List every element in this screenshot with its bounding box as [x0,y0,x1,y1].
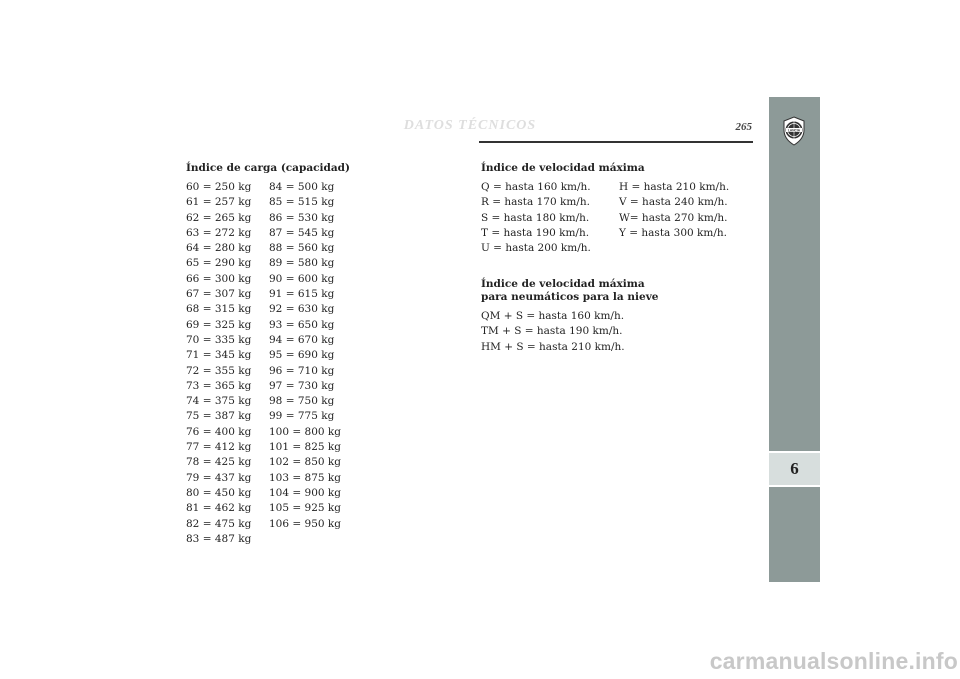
load-index-entry: 83 = 487 kg [186,532,252,545]
load-index-entry: 74 = 375 kg [186,395,252,408]
snow-speed-index-entry: HM + S = hasta 210 km/h. [481,340,625,353]
load-index-entry: 103 = 875 kg [269,471,341,484]
load-index-entry: 65 = 290 kg [186,257,252,270]
watermark: carmanualsonline.info [709,648,958,674]
chapter-side-tab [769,97,820,582]
snow-heading-line-2: para neumáticos para la nieve [481,291,659,303]
load-index-entry: 84 = 500 kg [269,181,335,193]
speed-index-entry: Y = hasta 300 km/h. [619,226,727,239]
load-index-entry: 64 = 280 kg [186,242,252,255]
load-index-entry: 101 = 825 kg [269,441,341,454]
load-index-entry: 71 = 345 kg [186,349,252,362]
snow-speed-index-entry: TM + S = hasta 190 km/h. [481,325,623,338]
speed-index-entry: U = hasta 200 km/h. [481,242,591,255]
load-index-entry: 68 = 315 kg [186,303,252,316]
load-index-entry: 62 = 265 kg [186,211,252,224]
load-index-entry: 86 = 530 kg [269,211,335,224]
load-index-entry: 100 = 800 kg [269,425,341,438]
section-title: DATOS TÉCNICOS [403,118,537,133]
load-index-entry: 60 = 250 kg [186,181,252,193]
load-index-entry: 81 = 462 kg [186,502,252,515]
load-index-entry: 97 = 730 kg [269,379,335,392]
load-index-entry: 94 = 670 kg [269,333,335,346]
load-index-entry: 75 = 387 kg [186,410,252,423]
load-index-entry: 79 = 437 kg [186,471,252,484]
speed-index-entry: H = hasta 210 km/h. [619,181,730,193]
load-index-entry: 98 = 750 kg [269,395,335,408]
speed-index-column-1 [481,180,591,256]
load-index-entry: 87 = 545 kg [269,226,335,239]
load-index-entry: 102 = 850 kg [269,456,341,469]
snow-speed-index-list [481,309,625,355]
page-number: 265 [735,121,752,133]
load-index-entry: 91 = 615 kg [269,288,335,301]
load-index-entry: 106 = 950 kg [269,517,341,530]
speed-index-column-2 [619,180,729,241]
speed-index-entry: S = hasta 180 km/h. [481,211,590,224]
load-index-entry: 93 = 650 kg [269,318,335,331]
speed-index-entry: T = hasta 190 km/h. [481,226,590,239]
snow-speed-index-entry: QM + S = hasta 160 km/h. [481,310,625,322]
load-index-entry: 72 = 355 kg [186,364,252,377]
chapter-number: 6 [769,453,820,485]
load-index-entry: 92 = 630 kg [269,303,335,316]
snow-heading-line-1: Índice de velocidad máxima [481,278,645,290]
load-index-heading: Índice de carga (capacidad) [186,162,350,174]
load-index-entry: 95 = 690 kg [269,349,335,362]
speed-index-entry: R = hasta 170 km/h. [481,196,590,209]
load-index-entry: 85 = 515 kg [269,196,335,209]
snow-speed-index-heading [481,278,658,304]
speed-index-heading: Índice de velocidad máxima [481,162,645,174]
load-index-entry: 88 = 560 kg [269,242,335,255]
load-index-entry: 78 = 425 kg [186,456,252,469]
load-index-entry: 89 = 580 kg [269,257,335,270]
load-index-entry: 90 = 600 kg [269,272,335,285]
load-index-entry: 63 = 272 kg [186,226,252,239]
speed-index-entry: Q = hasta 160 km/h. [481,181,591,193]
logo-text: LANCIA [787,128,801,133]
load-index-entry: 80 = 450 kg [186,486,252,499]
lancia-logo-icon [779,116,809,146]
load-index-column-2 [269,180,341,532]
speed-index-entry: V = hasta 240 km/h. [619,196,728,209]
load-index-entry: 61 = 257 kg [186,196,252,209]
load-index-entry: 96 = 710 kg [269,364,335,377]
chapter-divider-bottom [769,485,820,487]
load-index-entry: 77 = 412 kg [186,441,252,454]
load-index-entry: 70 = 335 kg [186,333,252,346]
load-index-entry: 66 = 300 kg [186,272,252,285]
header-rule [479,141,753,143]
load-index-entry: 73 = 365 kg [186,379,252,392]
load-index-entry: 99 = 775 kg [269,410,335,423]
load-index-column-1 [186,180,251,547]
load-index-entry: 104 = 900 kg [269,486,341,499]
load-index-entry: 67 = 307 kg [186,288,252,301]
load-index-entry: 105 = 925 kg [269,502,341,515]
load-index-entry: 69 = 325 kg [186,318,252,331]
load-index-entry: 82 = 475 kg [186,517,252,530]
speed-index-entry: W= hasta 270 km/h. [619,211,728,224]
load-index-entry: 76 = 400 kg [186,425,252,438]
